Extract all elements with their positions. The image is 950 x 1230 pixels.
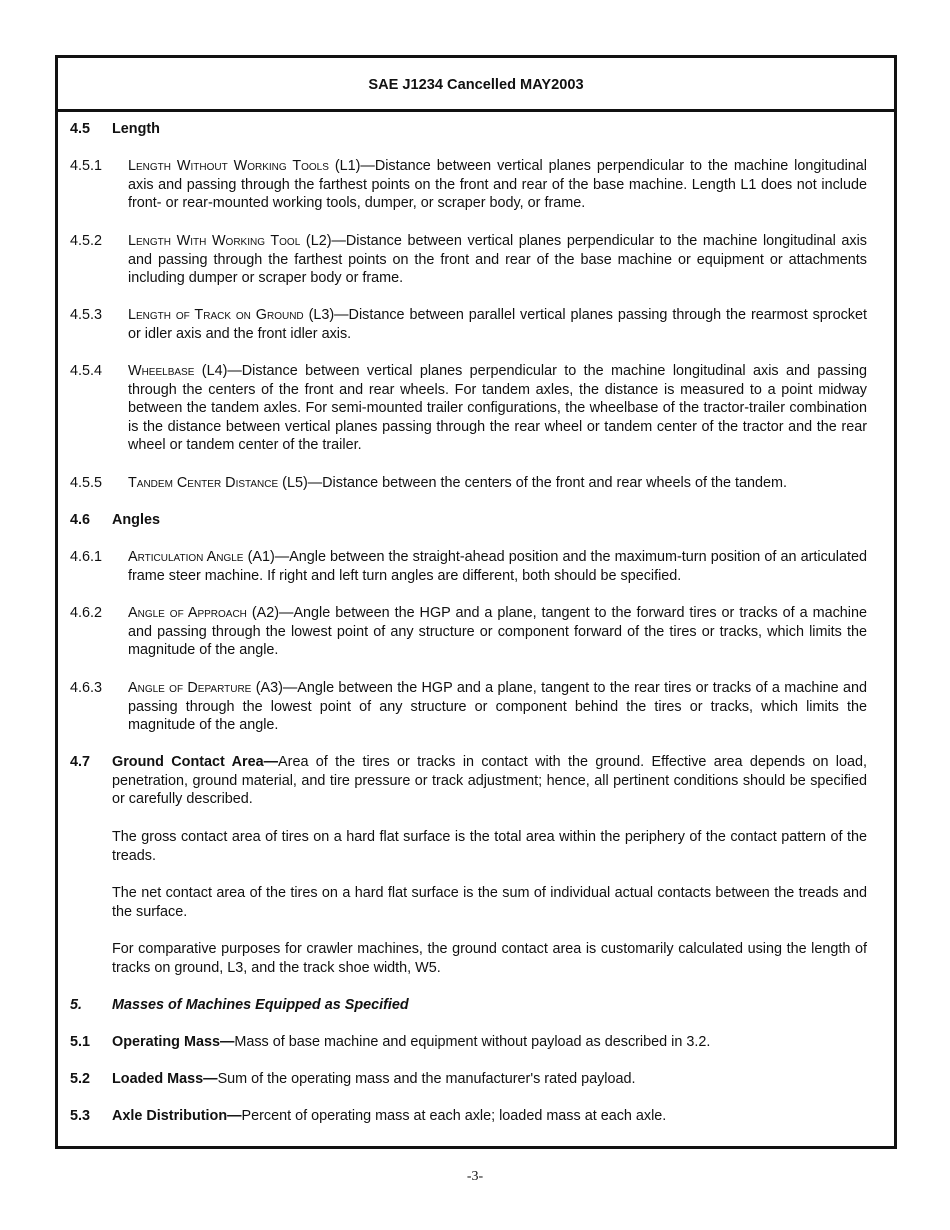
section-5-3 <box>70 1107 867 1126</box>
term: Operating Mass— <box>112 1034 235 1050</box>
section-4-5-1 <box>70 157 867 213</box>
section-number: 4.7 <box>70 754 91 770</box>
section-title: Angles <box>112 512 160 528</box>
section-number: 4.5.3 <box>70 307 103 323</box>
section-number: 5.1 <box>70 1034 91 1050</box>
section-4-5-2 <box>70 232 867 288</box>
page-number: -3- <box>466 1169 484 1184</box>
section-4-5-4 <box>70 362 867 455</box>
section-4-7-paragraph-gross: The gross contact area of tires on a hard flat surface is the total area within the periphery of the contact pattern of the treads. <box>112 829 867 864</box>
section-number: 4.5.4 <box>70 363 103 379</box>
section-5-1 <box>70 1033 867 1052</box>
section-number: 4.5 <box>70 121 91 137</box>
section-4-5-heading <box>70 120 867 139</box>
page-frame <box>55 55 897 1149</box>
definition: (L4)—Distance between vertical planes perpendicular to the machine longitudinal axis and passing through the centers of the front and rear wheels. For tandem axles, the distance is measured to a point midway between the tandem axles. For semi-mounted trailer configurations, the wheelbase of the tractor-trailer combination is the distance between vertical planes passing through the rear wheel or tandem center of the tractor and the rear wheel or tandem center of the trailer. <box>128 363 867 454</box>
document-header <box>58 58 894 112</box>
section-number: 4.6.1 <box>70 549 103 565</box>
section-4-6-2 <box>70 604 867 660</box>
section-number: 4.6.2 <box>70 605 103 621</box>
term: Angle of Departure <box>128 680 252 696</box>
section-number: 4.5.2 <box>70 233 103 249</box>
section-4-6-3 <box>70 679 867 735</box>
definition: Area of the tires or tracks in contact with the ground. Effective area depends on load, penetration, ground material, and tire pressure or track adjustment; hence, all pertinent conditions should be specified or carefully described. <box>112 754 867 808</box>
term: Ground Contact Area— <box>112 754 279 770</box>
section-number: 5.3 <box>70 1108 91 1124</box>
term: Length Without Working Tools <box>128 158 329 174</box>
section-number: 4.5.5 <box>70 475 103 491</box>
section-4-5-3 <box>70 306 867 343</box>
definition: Percent of operating mass at each axle; loaded mass at each axle. <box>241 1108 667 1124</box>
section-number: 4.5.1 <box>70 158 103 174</box>
section-4-5-5 <box>70 474 867 493</box>
section-number: 5. <box>70 997 83 1013</box>
definition: Mass of base machine and equipment without payload as described in 3.2. <box>234 1034 711 1050</box>
term: Wheelbase <box>128 363 195 379</box>
section-5-2 <box>70 1070 867 1089</box>
section-4-7-paragraph-net: The net contact area of the tires on a hard flat surface is the sum of individual actual contacts between the treads and the surface. <box>112 885 867 920</box>
section-5-heading <box>70 996 867 1015</box>
definition: (A2)—Angle between the HGP and a plane, tangent to the forward tires or tracks of a machine and passing through the lowest point of any structure or component forward of the tires or tracks, which limits the magnitude of the angle. <box>128 605 867 659</box>
term: Length With Working Tool <box>128 233 301 249</box>
term: Articulation Angle <box>128 549 244 565</box>
section-4-7-paragraph-comparative: For comparative purposes for crawler machines, the ground contact area is customarily calculated using the length of tracks on ground, L3, and the track shoe width, W5. <box>112 941 867 976</box>
term: Axle Distribution— <box>112 1108 242 1124</box>
section-number: 5.2 <box>70 1071 91 1087</box>
term: Length of Track on Ground <box>128 307 304 323</box>
term: Angle of Approach <box>128 605 247 621</box>
term: Loaded Mass— <box>112 1071 218 1087</box>
definition: (L5)—Distance between the centers of the front and rear wheels of the tandem. <box>278 475 787 491</box>
section-4-6-heading <box>70 511 867 530</box>
section-4-6-1 <box>70 548 867 585</box>
document-title: SAE J1234 Cancelled MAY2003 <box>368 76 584 93</box>
section-4-7 <box>70 753 867 809</box>
definition: Sum of the operating mass and the manufacturer's rated payload. <box>217 1071 636 1087</box>
definition: (L1)—Distance between vertical planes perpendicular to the machine longitudinal axis and passing through the farthest points on the front and rear of the base machine. Length L1 does not include front- or rear-mounted working tools, dumper, or scraper body, or frame. <box>128 158 867 212</box>
definition: (A3)—Angle between the HGP and a plane, tangent to the rear tires or tracks of a machine and passing through the lowest point of any structure or component behind the tires or tracks, which limits the magnitude of the angle. <box>128 680 867 734</box>
definition: (A1)—Angle between the straight-ahead position and the maximum-turn position of an articulated frame steer machine. If right and left turn angles are different, both should be specified. <box>128 549 867 584</box>
definition: (L2)—Distance between vertical planes perpendicular to the machine longitudinal axis and passing through the farthest points on the front and rear of the base machine or equipment or attachments including dumper or scraper body or frame. <box>128 233 867 287</box>
term: Tandem Center Distance <box>128 475 279 491</box>
section-number: 4.6.3 <box>70 680 103 696</box>
definition: (L3)—Distance between parallel vertical planes passing through the rearmost sprocket or idler axis and the front idler axis. <box>128 307 867 342</box>
section-title: Masses of Machines Equipped as Specified <box>112 997 409 1013</box>
section-number: 4.6 <box>70 512 91 528</box>
section-title: Length <box>112 121 160 137</box>
